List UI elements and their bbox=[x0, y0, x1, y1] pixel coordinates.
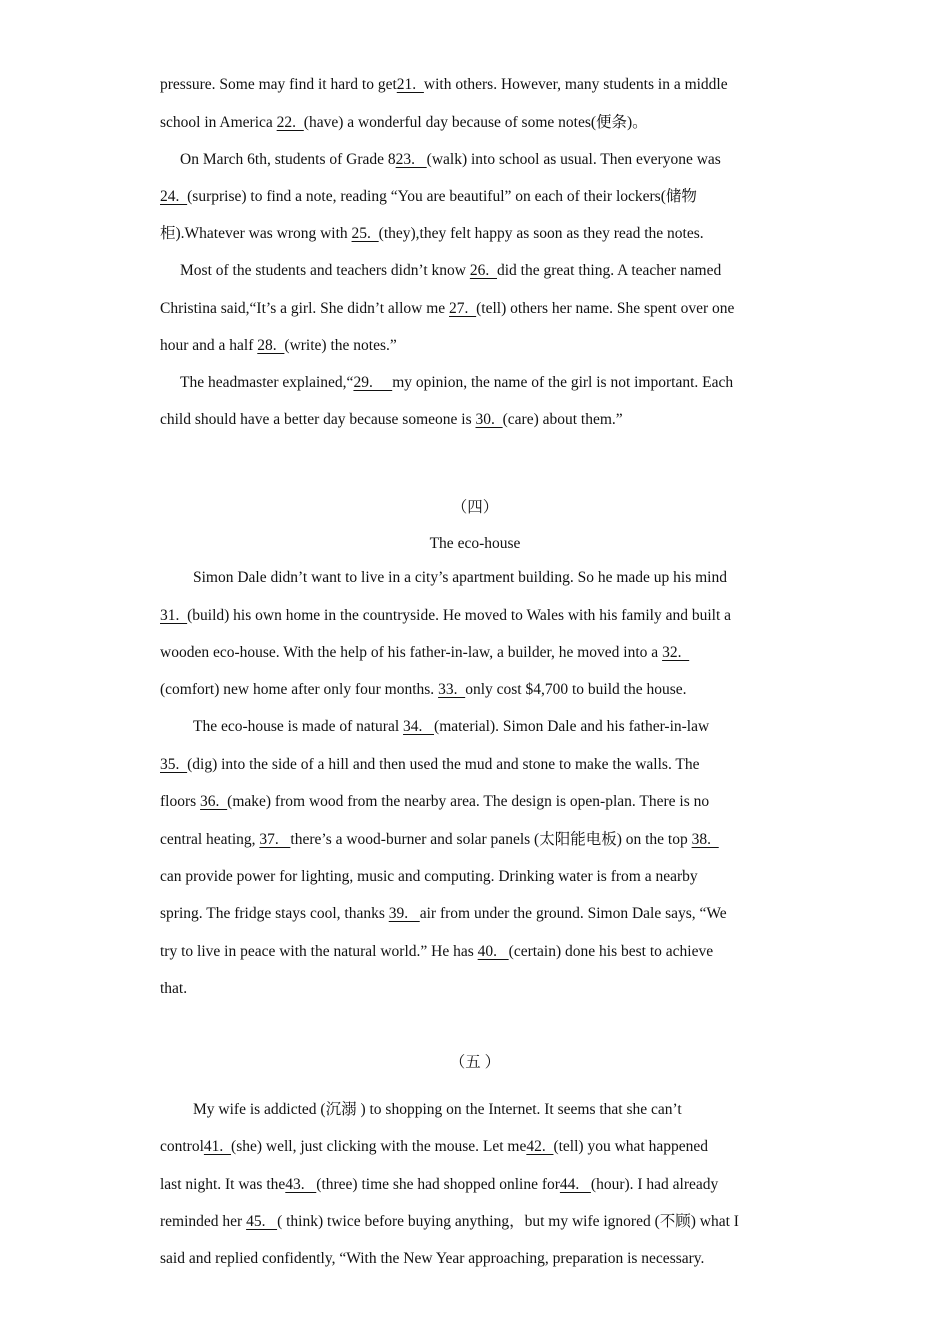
text-line: that. bbox=[160, 980, 188, 997]
text-line: 柜).Whatever was wrong with 25. (they),they felt happy as soon as they read the notes. bbox=[160, 225, 704, 242]
text-line: school in America 22. (have) a wonderful day because of some notes(便条)。 bbox=[160, 114, 648, 131]
passage-title: The eco-house bbox=[429, 535, 521, 552]
section-heading: （五 ） bbox=[449, 1054, 501, 1071]
text-line: 35. (dig) into the side of a hill and then used the mud and stone to make the walls. The bbox=[160, 756, 700, 773]
text-line: wooden eco-house. With the help of his father-in-law, a builder, he moved into a 32. bbox=[160, 644, 690, 661]
text-line: last night. It was the43. (three) time she had shopped online for44. (hour). I had already bbox=[160, 1176, 719, 1193]
text-line: On March 6th, students of Grade 823. (walk) into school as usual. Then everyone was bbox=[180, 151, 721, 168]
text-line: try to live in peace with the natural world.” He has 40. (certain) done his best to achieve bbox=[160, 943, 714, 960]
text-line: Most of the students and teachers didn’t know 26. did the great thing. A teacher named bbox=[180, 262, 722, 279]
text-line: spring. The fridge stays cool, thanks 39. air from under the ground. Simon Dale says, “We bbox=[160, 905, 727, 922]
text-line: 31. (build) his own home in the countryside. He moved to Wales with his family and built a bbox=[160, 607, 732, 624]
text-line: Christina said,“It’s a girl. She didn’t allow me 27. (tell) others her name. She spent over one bbox=[160, 300, 735, 317]
text-line: My wife is addicted (沉溺 ) to shopping on the Internet. It seems that she can’t bbox=[193, 1101, 682, 1118]
text-line: 24. (surprise) to find a note, reading “You are beautiful” on each of their lockers(储物 bbox=[160, 188, 697, 205]
text-line: Simon Dale didn’t want to live in a city’s apartment building. So he made up his mind bbox=[193, 569, 727, 586]
text-line: The eco-house is made of natural 34. (material). Simon Dale and his father-in-law bbox=[193, 718, 710, 735]
text-line: pressure. Some may find it hard to get21. with others. However, many students in a middle bbox=[160, 76, 728, 93]
text-line: child should have a better day because someone is 30. (care) about them.” bbox=[160, 411, 623, 428]
text-line: (comfort) new home after only four months. 33. only cost $4,700 to build the house. bbox=[160, 681, 687, 698]
text-line: reminded her 45. ( think) twice before buying anything，but my wife ignored (不顾) what I bbox=[160, 1213, 739, 1230]
text-line: said and replied confidently, “With the New Year approaching, preparation is necessary. bbox=[160, 1250, 705, 1267]
text-line: central heating, 37. there’s a wood-burner and solar panels (太阳能电板) on the top 38. bbox=[160, 831, 719, 848]
text-line: control41. (she) well, just clicking with the mouse. Let me42. (tell) you what happened bbox=[160, 1138, 708, 1155]
text-line: hour and a half 28. (write) the notes.” bbox=[160, 337, 397, 354]
section-heading: （四） bbox=[451, 499, 499, 516]
text-line: can provide power for lighting, music and computing. Drinking water is from a nearby bbox=[160, 868, 698, 885]
text-line: The headmaster explained,“29. my opinion, the name of the girl is not important. Each bbox=[180, 374, 734, 391]
text-line: floors 36. (make) from wood from the nearby area. The design is open-plan. There is no bbox=[160, 793, 710, 810]
